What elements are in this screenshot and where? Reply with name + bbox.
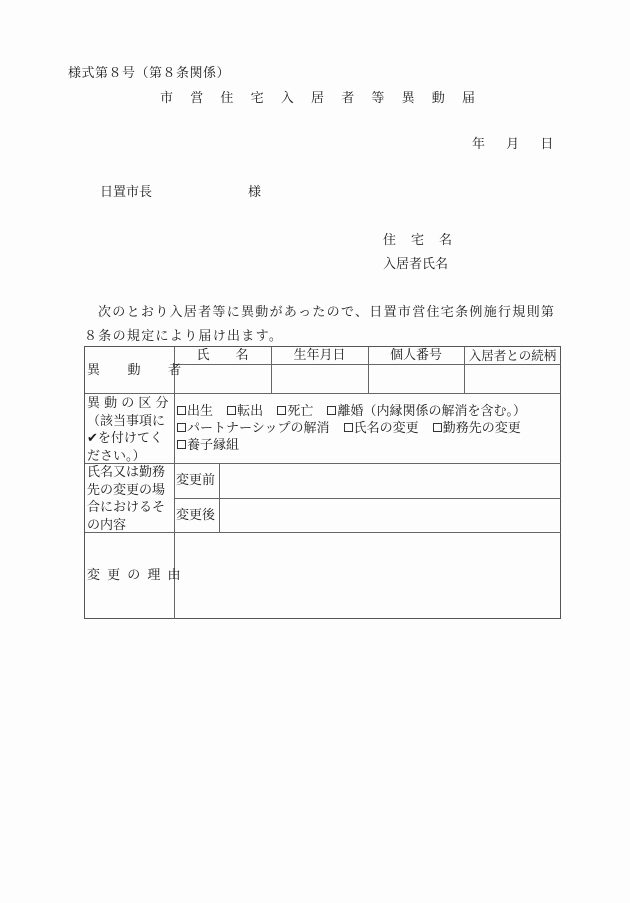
option-label: 勤務先の変更 <box>442 421 521 436</box>
option-death[interactable] <box>277 403 313 420</box>
resident-name-label: 入居者氏名 <box>383 257 449 272</box>
name-input[interactable] <box>175 365 271 393</box>
checkbox-icon[interactable] <box>177 406 186 415</box>
row-divider <box>85 393 561 394</box>
checkbox-icon[interactable] <box>344 423 353 432</box>
checkbox-icon[interactable] <box>277 406 286 415</box>
change-category-label-line: ださい。） <box>87 448 146 464</box>
option-label: 氏名の変更 <box>353 421 419 436</box>
option-label: 死亡 <box>287 404 314 419</box>
date-day-label: 日 <box>540 137 554 152</box>
option-partnership-dissolution[interactable] <box>177 420 329 437</box>
change-category-options-row-3 <box>177 437 249 454</box>
column-header-birthdate: 生年月日 <box>293 348 346 363</box>
date-year-label: 年 <box>472 137 486 152</box>
change-category-options-row-1 <box>177 403 526 420</box>
changed-person-label: 異 動 者 <box>87 363 182 378</box>
change-details-label <box>87 464 175 534</box>
option-label: 離婚（内縁関係の解消を含む。） <box>337 404 526 419</box>
option-moving-out[interactable] <box>227 403 263 420</box>
option-name-change[interactable] <box>344 420 419 437</box>
change-details-label-line: 氏名又は勤務 <box>87 465 166 480</box>
change-details-label-line: 合におけるそ <box>87 500 166 515</box>
change-category-label-line: ✔を付けてく <box>87 431 163 446</box>
form-number: 様式第８号（第８条関係） <box>68 66 231 81</box>
option-adoption[interactable] <box>177 437 239 454</box>
relationship-input[interactable] <box>465 365 561 393</box>
change-details-label-line: 先の変更の場 <box>87 482 166 498</box>
change-category-label <box>87 395 175 465</box>
document-title: 市営住宅入居者等異動届 <box>160 91 493 106</box>
change-category-label-line: （該当事項に <box>87 413 166 429</box>
checkbox-icon[interactable] <box>177 440 186 449</box>
option-divorce[interactable] <box>327 403 526 420</box>
before-change-label: 変更前 <box>176 473 216 488</box>
addressee-honorific: 様 <box>248 185 262 200</box>
applicant-block <box>383 233 453 281</box>
birthdate-input[interactable] <box>272 365 368 393</box>
change-notification-table <box>84 346 561 619</box>
change-details-label-line: の内容 <box>87 517 127 533</box>
addressee: 日置市長 <box>100 185 153 200</box>
intro-paragraph: 次のとおり入居者等に異動があったので、日置市営住宅条例施行規則第８条の規定により届け出ます。 <box>84 305 556 344</box>
date-line <box>472 137 553 153</box>
reason-label: 変 更 の 理 由 <box>87 568 183 583</box>
option-birth[interactable] <box>177 403 213 420</box>
before-change-input[interactable] <box>220 464 561 498</box>
checkbox-icon[interactable] <box>327 406 336 415</box>
housing-name-label: 住 宅 名 <box>383 233 454 248</box>
column-header-name: 氏 名 <box>196 348 249 363</box>
option-workplace-change[interactable] <box>433 420 521 437</box>
checkbox-icon[interactable] <box>177 423 186 432</box>
change-category-label-line: 異 動 の 区 分 <box>87 396 169 411</box>
option-label: 養子縁組 <box>187 438 240 453</box>
column-header-personal-number: 個人番号 <box>389 348 442 363</box>
option-label: 出生 <box>187 404 214 419</box>
personal-number-input[interactable] <box>369 365 464 393</box>
date-month-label: 月 <box>506 137 520 152</box>
option-label: パートナーシップの解消 <box>187 421 330 436</box>
change-category-options-row-2 <box>177 420 521 437</box>
after-change-label: 変更後 <box>176 508 216 523</box>
checkbox-icon[interactable] <box>433 423 442 432</box>
reason-input[interactable] <box>175 533 561 619</box>
option-label: 転出 <box>237 404 264 419</box>
checkbox-icon[interactable] <box>227 406 236 415</box>
column-header-relationship: 入居者との続柄 <box>468 348 557 363</box>
after-change-input[interactable] <box>220 499 561 532</box>
